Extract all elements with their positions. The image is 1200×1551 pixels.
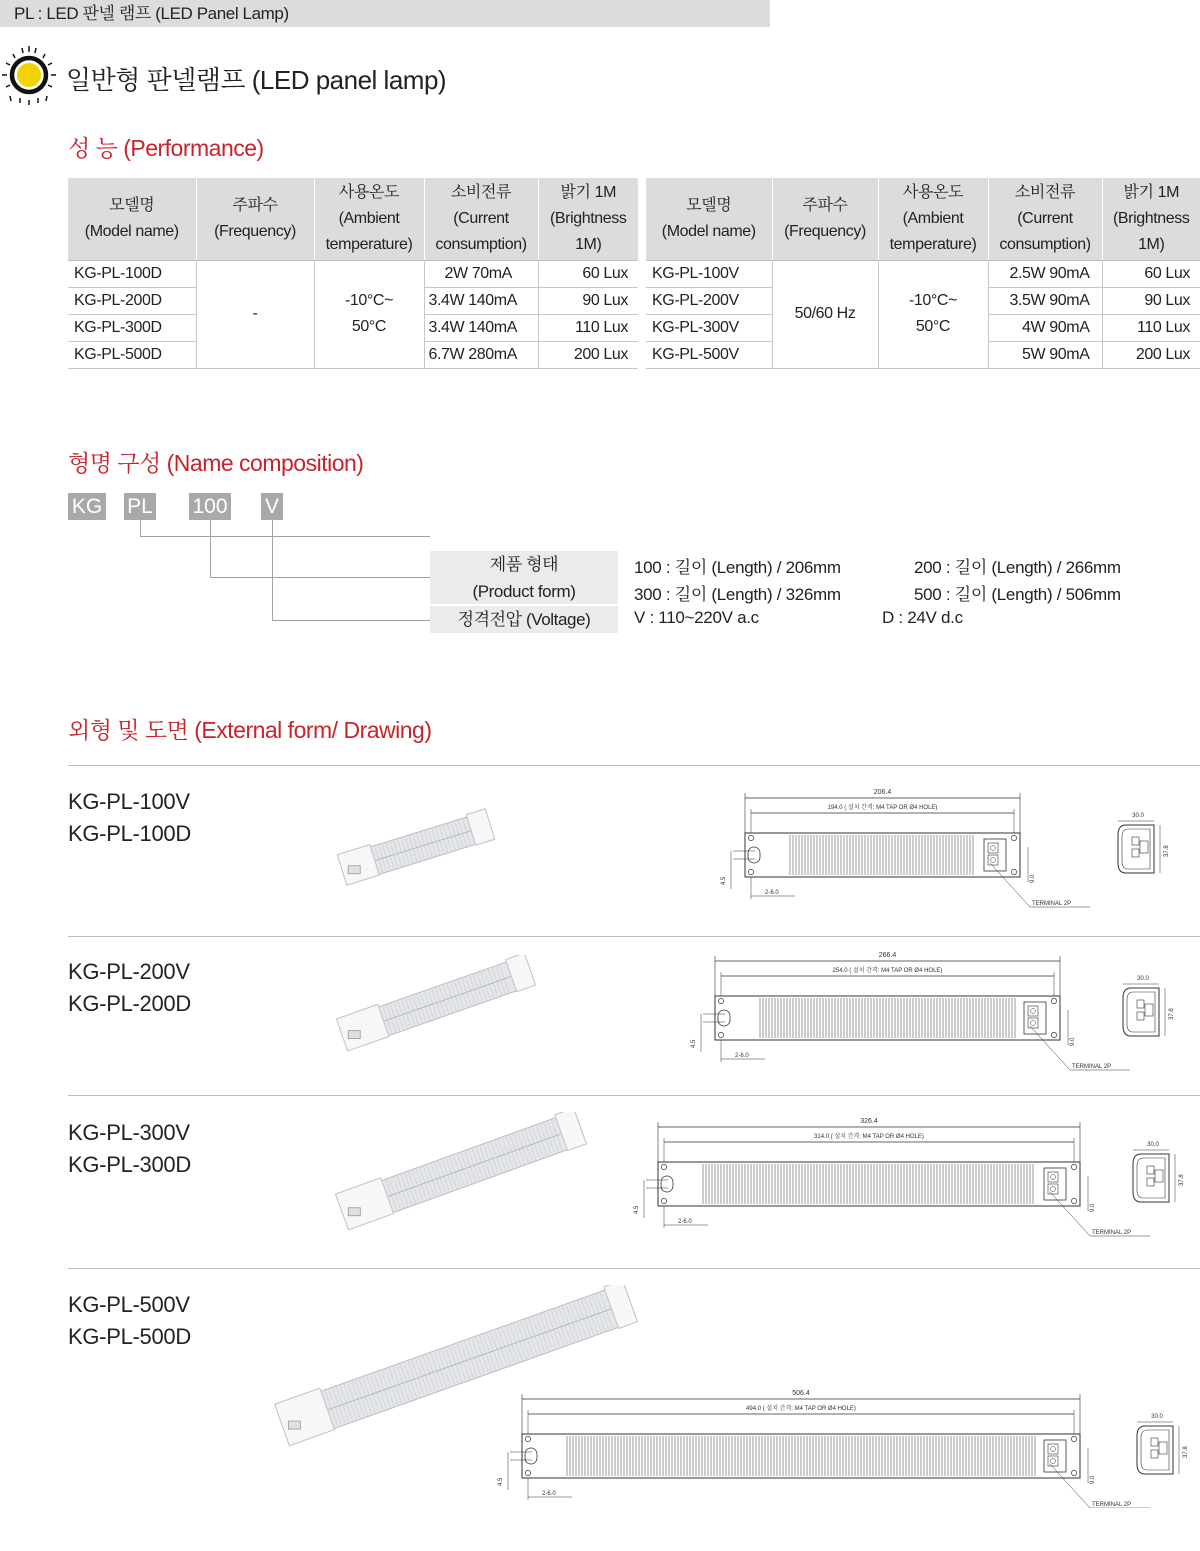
connector-line xyxy=(272,620,430,621)
frequency-cell: 50/60 Hz xyxy=(772,260,878,368)
product-name: KG-PL-200V KG-PL-200D xyxy=(68,959,191,1016)
terminal-label: TERMINAL 2P xyxy=(1092,1502,1132,1508)
dimension-height: 37.8 xyxy=(1169,1008,1175,1020)
performance-table-v xyxy=(646,178,1200,369)
voltage-label: 정격전압 (Voltage) xyxy=(430,606,618,633)
dimension-height: 37.8 xyxy=(1164,845,1170,857)
header-frequency: 주파수 (Frequency) xyxy=(772,178,878,260)
connector-line xyxy=(140,536,430,537)
divider xyxy=(68,1095,1200,1096)
lamp-terminal xyxy=(348,1031,360,1039)
lamp-terminal xyxy=(348,866,360,874)
dimension-pitch: 4.5 xyxy=(721,876,727,885)
product-form-value: 100 : 길이 (Length) / 206mm xyxy=(634,558,841,577)
connector-line xyxy=(140,520,141,537)
page-title: 일반형 판넬램프 (LED panel lamp) xyxy=(66,65,447,95)
table-row: KG-PL-100V 50/60 Hz -10°C~ 50°C 2.5W 90mA 60 Lux xyxy=(646,260,1200,287)
dimension-overall: 206.4 xyxy=(873,789,892,796)
product-form-label: 제품 형태 (Product form) xyxy=(430,551,618,604)
dimension-hole-spacing: 254.0 ( 설치 간격: M4 TAP OR Ø4 HOLE) xyxy=(832,968,943,974)
technical-drawing xyxy=(495,1388,1200,1508)
lamp-grid-line xyxy=(387,1133,563,1197)
lamp-product-image xyxy=(330,955,540,1055)
dimension-width: 30.0 xyxy=(1147,1142,1159,1148)
connector-line xyxy=(272,520,273,620)
connector-line xyxy=(210,520,211,577)
product-form-value: 500 : 길이 (Length) / 506mm xyxy=(914,585,1121,604)
lamp-product-image xyxy=(330,1112,590,1232)
table-row: KG-PL-500D 6.7W 280mA 200 Lux xyxy=(68,341,638,368)
table-row: KG-PL-200V 3.5W 90mA 90 Lux xyxy=(646,287,1200,314)
table-row: KG-PL-500V 5W 90mA 200 Lux xyxy=(646,341,1200,368)
product-form-value: 300 : 길이 (Length) / 326mm xyxy=(634,585,841,604)
technical-drawing xyxy=(685,948,1200,1078)
dimension-hole-spacing: 494.0 ( 설치 간격: M4 TAP OR Ø4 HOLE) xyxy=(746,1406,856,1412)
table-row: KG-PL-100D - -10°C~ 50°C 2W 70mA 60 Lux xyxy=(68,260,638,287)
code-length: 100 xyxy=(189,493,231,520)
housing-outline xyxy=(715,996,1060,1040)
lamp-logo-icon xyxy=(0,44,58,106)
code-kg: KG xyxy=(68,493,106,520)
lamp-product-image xyxy=(330,800,500,890)
technical-drawing xyxy=(700,780,1200,910)
product-name: KG-PL-100V KG-PL-100D xyxy=(68,789,191,846)
frequency-cell: - xyxy=(196,260,314,368)
lamp-terminal xyxy=(288,1421,300,1429)
dimension-holes: 2-6.0 xyxy=(542,1491,556,1497)
dimension-overall: 326.4 xyxy=(860,1118,878,1125)
table-row: KG-PL-300V 4W 90mA 110 Lux xyxy=(646,314,1200,341)
header-temperature: 사용온도 (Ambient temperature) xyxy=(878,178,988,260)
technical-drawing xyxy=(625,1110,1200,1240)
dimension-height: 37.8 xyxy=(1179,1174,1185,1186)
dimension-hole-spacing: 194.0 ( 설치 간격: M4 TAP OR Ø4 HOLE) xyxy=(827,805,938,811)
divider xyxy=(68,765,1200,766)
divider xyxy=(68,936,1200,937)
terminal-label: TERMINAL 2P xyxy=(1092,1230,1132,1236)
performance-table-d xyxy=(68,178,638,369)
table-row: KG-PL-200D 3.4W 140mA 90 Lux xyxy=(68,287,638,314)
dimension-terminal: 9.0 xyxy=(1090,1203,1096,1212)
header-model: 모델명 (Model name) xyxy=(68,178,196,260)
dimension-terminal: 9.0 xyxy=(1030,874,1036,883)
dimension-pitch: 4.5 xyxy=(691,1039,697,1048)
dimension-overall: 266.4 xyxy=(878,952,897,959)
lamp-terminal xyxy=(348,1208,360,1216)
dimension-width: 30.0 xyxy=(1151,1414,1163,1420)
housing-outline xyxy=(745,833,1020,877)
dimension-holes: 2-6.0 xyxy=(678,1219,692,1225)
divider xyxy=(68,1268,1200,1269)
dimension-pitch: 4.5 xyxy=(498,1477,504,1486)
header-current: 소비전류 (Current consumption) xyxy=(988,178,1102,260)
dimension-height: 37.8 xyxy=(1183,1446,1189,1458)
external-title: 외형 및 도면 (External form/ Drawing) xyxy=(68,717,432,743)
product-name: KG-PL-300V KG-PL-300D xyxy=(68,1120,191,1177)
header-frequency: 주파수 (Frequency) xyxy=(196,178,314,260)
table-row: KG-PL-300D 3.4W 140mA 110 Lux xyxy=(68,314,638,341)
pl-description: PL : LED 판넬 램프 (LED Panel Lamp) xyxy=(0,0,770,27)
code-pl: PL xyxy=(124,493,156,520)
header-current: 소비전류 (Current consumption) xyxy=(424,178,538,260)
product-name: KG-PL-500V KG-PL-500D xyxy=(68,1292,191,1349)
voltage-value: V : 110~220V a.c xyxy=(634,608,759,627)
performance-title: 성 능 (Performance) xyxy=(68,135,264,161)
dimension-pitch: 4.5 xyxy=(634,1205,640,1214)
dimension-terminal: 9.0 xyxy=(1090,1475,1096,1484)
voltage-value: D : 24V d.c xyxy=(882,608,963,627)
connector-line xyxy=(210,577,430,578)
temperature-cell: -10°C~ 50°C xyxy=(314,260,424,368)
product-form-value: 200 : 길이 (Length) / 266mm xyxy=(914,558,1121,577)
code-voltage: V xyxy=(261,493,283,520)
dimension-width: 30.0 xyxy=(1132,813,1144,819)
header-model: 모델명 (Model name) xyxy=(646,178,772,260)
header-temperature: 사용온도 (Ambient temperature) xyxy=(314,178,424,260)
dimension-hole-spacing: 314.0 ( 설치 간격: M4 TAP OR Ø4 HOLE) xyxy=(814,1134,924,1140)
dimension-holes: 2-6.0 xyxy=(735,1053,749,1059)
dimension-terminal: 9.0 xyxy=(1070,1037,1076,1046)
terminal-label: TERMINAL 2P xyxy=(1072,1064,1112,1070)
temperature-cell: -10°C~ 50°C xyxy=(878,260,988,368)
composition-title: 형명 구성 (Name composition) xyxy=(68,450,364,476)
header-brightness: 밝기 1M (Brightness 1M) xyxy=(1102,178,1200,260)
dimension-holes: 2-6.0 xyxy=(765,890,779,896)
header-brightness: 밝기 1M (Brightness 1M) xyxy=(538,178,638,260)
terminal-label: TERMINAL 2P xyxy=(1032,901,1072,907)
dimension-overall: 506.4 xyxy=(792,1390,810,1397)
dimension-width: 30.0 xyxy=(1137,976,1149,982)
